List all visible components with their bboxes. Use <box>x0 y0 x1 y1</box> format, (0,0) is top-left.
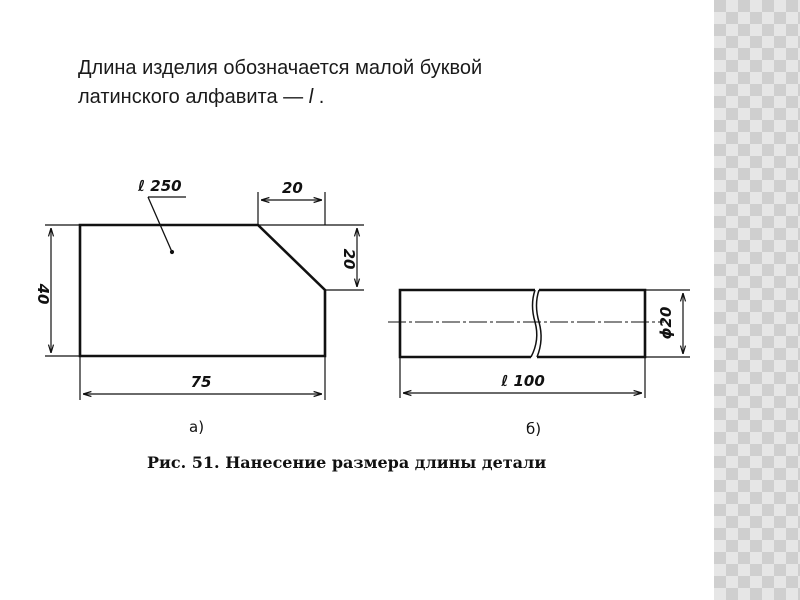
part-a-label: а) <box>189 418 205 436</box>
part-b-left-half <box>400 290 535 357</box>
part-a-outline <box>80 225 325 356</box>
length-letter: l <box>308 86 314 108</box>
part-b-break-right <box>537 290 542 357</box>
text-suffix: . <box>313 86 325 108</box>
part-a-drawing <box>45 192 364 400</box>
part-b-length-label: ℓ 100 <box>501 372 545 390</box>
part-a-width-label: 75 <box>190 373 212 391</box>
part-a-chamfer-h-label: 20 <box>282 179 303 197</box>
part-a-height-label: 40 <box>34 283 52 305</box>
part-b-diameter-label: ϕ20 <box>657 306 675 340</box>
part-b-label: б) <box>526 420 542 438</box>
text-line-1: Длина изделия обозначается малой буквой <box>78 57 483 79</box>
part-a-length-note: ℓ 250 <box>138 177 182 195</box>
technical-drawing <box>0 150 714 490</box>
part-b-right-half <box>537 290 645 357</box>
figure-caption: Рис. 51. Нанесение размера длины детали <box>147 453 547 472</box>
part-a-chamfer-v-label: 20 <box>340 248 358 270</box>
side-decoration <box>714 0 800 600</box>
slide-text <box>78 54 638 112</box>
part-b-break-left <box>531 290 537 357</box>
text-line-2: латинского алфавита — <box>78 86 309 108</box>
